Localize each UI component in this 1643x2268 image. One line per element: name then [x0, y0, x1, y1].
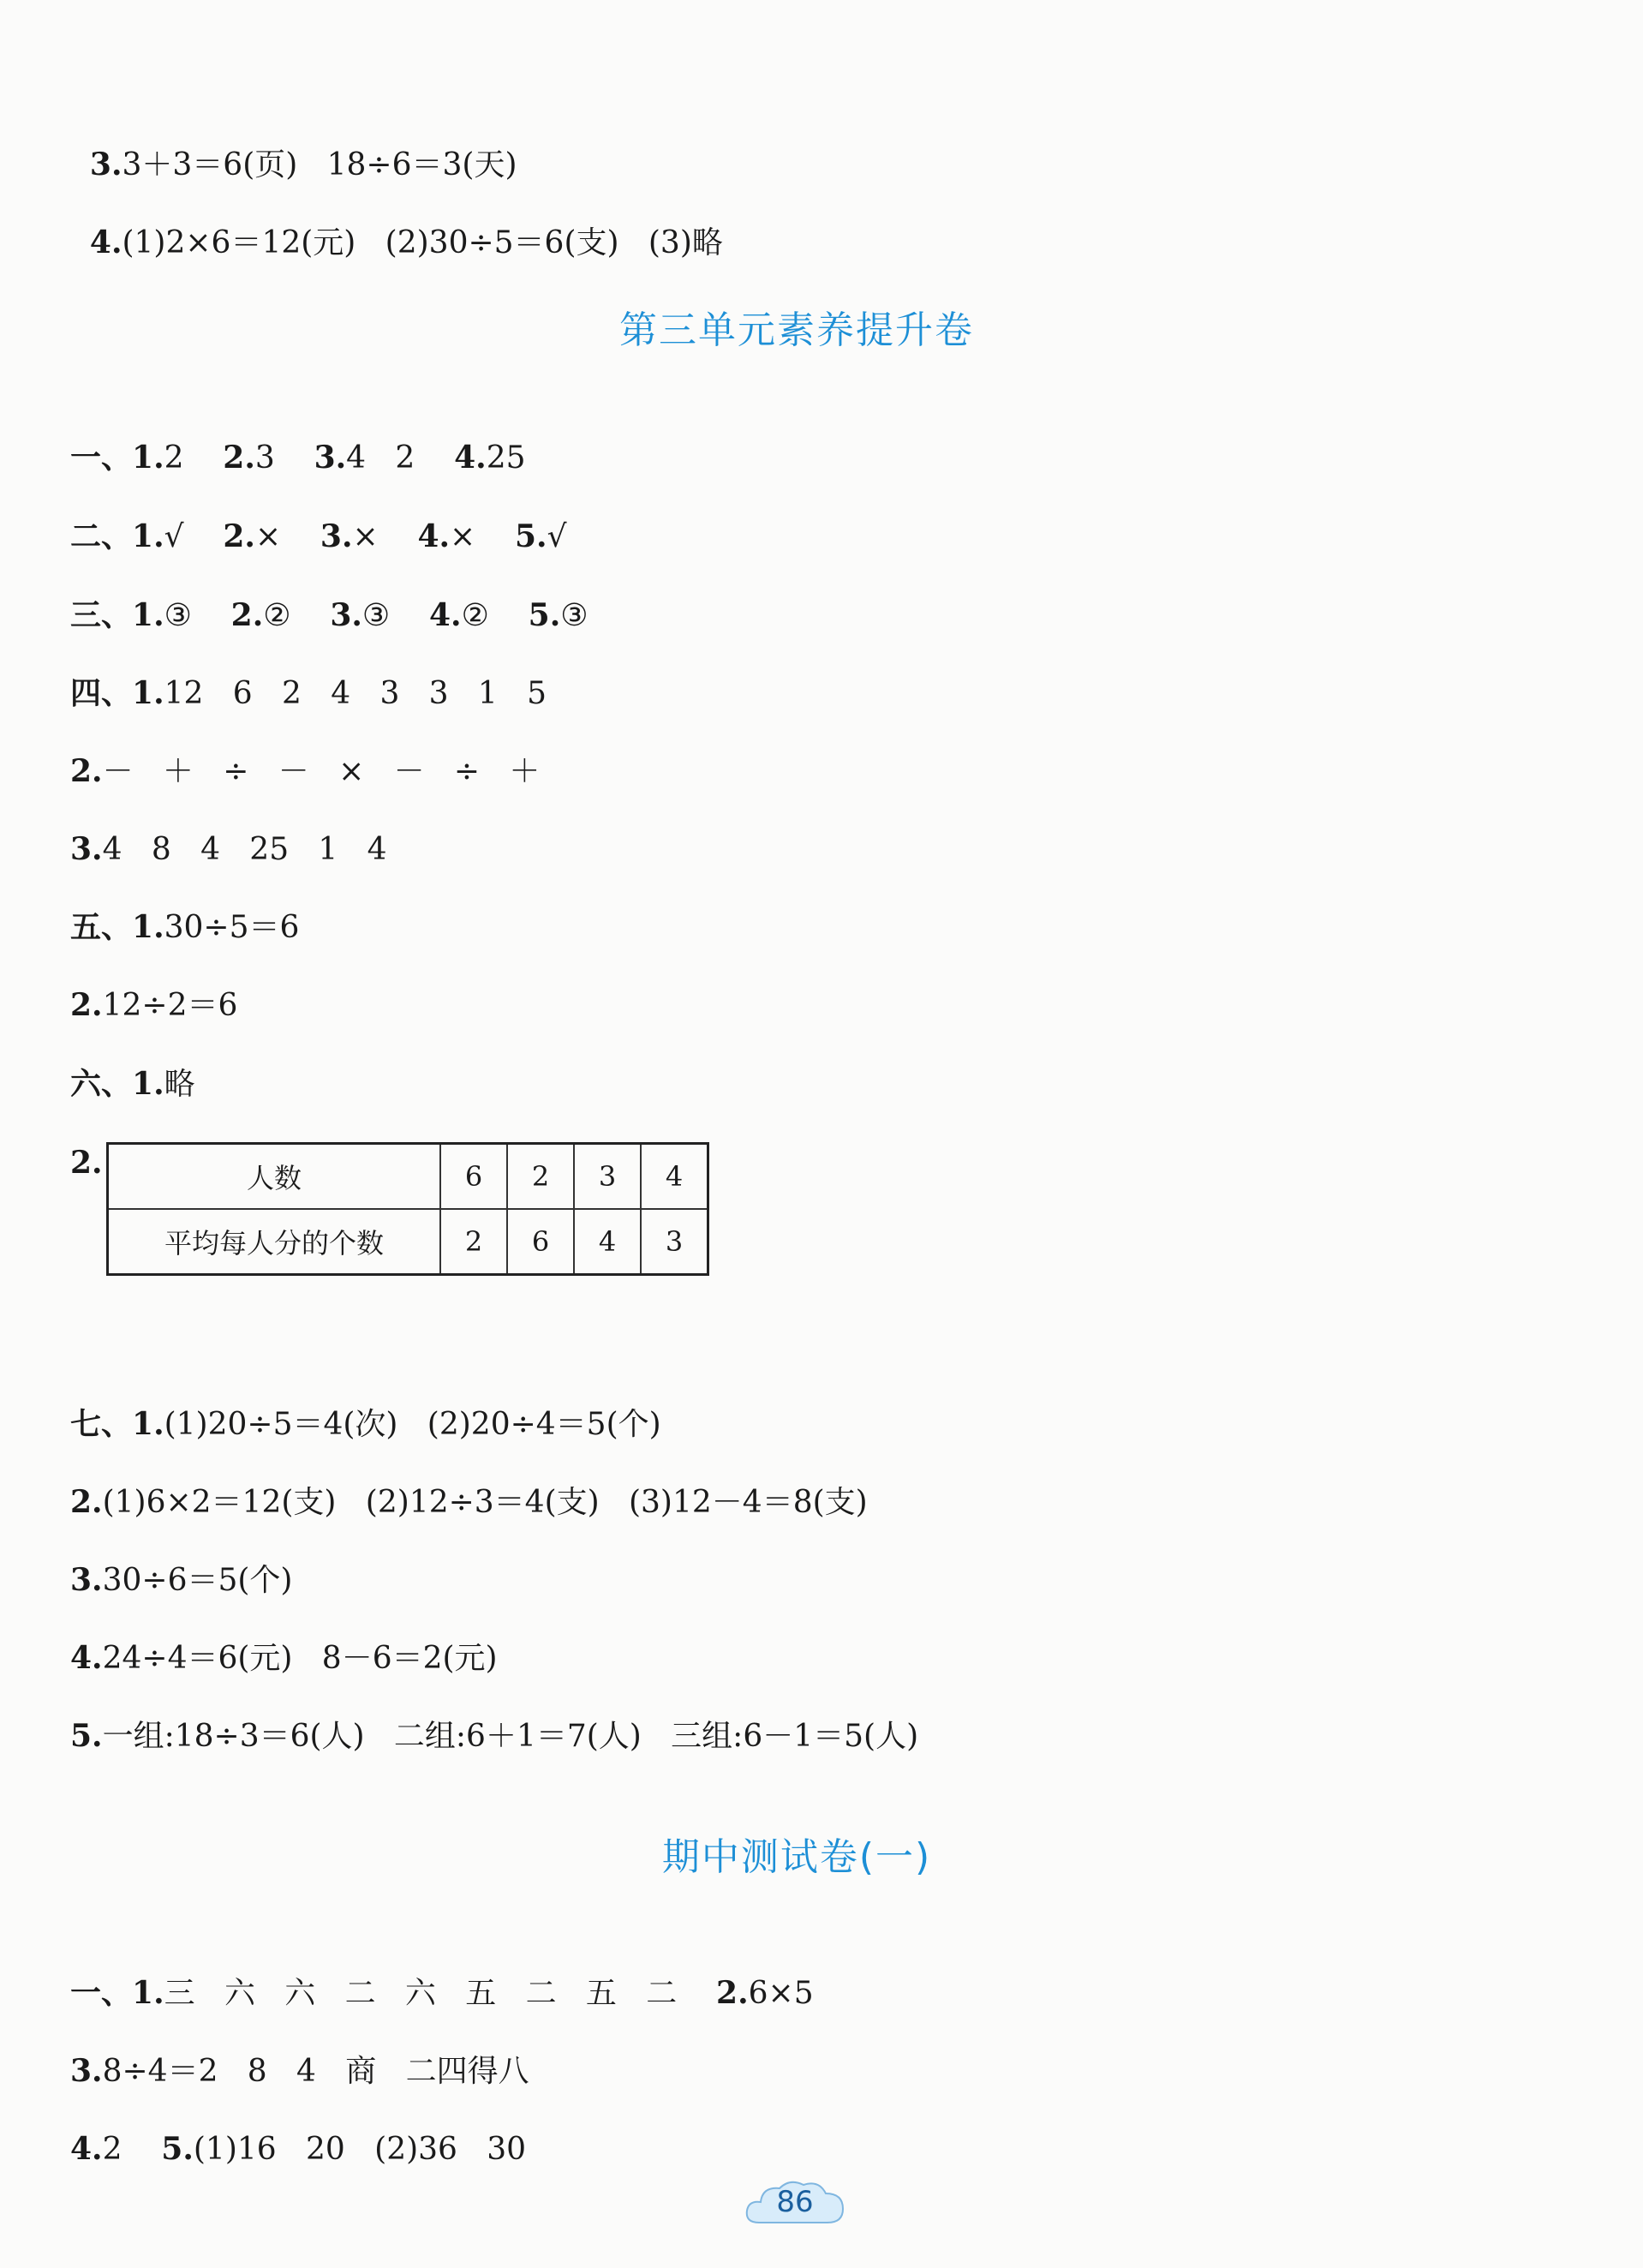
answer-text: ② [263, 598, 291, 633]
question-number: 1. [132, 675, 164, 711]
question-number: 3. [314, 440, 347, 476]
question-number: 1. [132, 440, 164, 476]
table-question-label: 2. [70, 1145, 103, 1181]
answer-line-top-4: 4.(1)2×6＝12(元) (2)30÷5＝6(支) (3)略 [89, 224, 723, 260]
answer-line [70, 596, 588, 635]
answer-line [70, 1639, 498, 1678]
answer-line [70, 752, 540, 791]
page-number: 86 [776, 2185, 814, 2219]
question-number: 1. [132, 1066, 164, 1102]
answer-text: 12 6 2 4 3 3 1 5 [164, 676, 547, 711]
answer-text: ② [461, 598, 489, 633]
answer-text: × [352, 519, 379, 554]
section-title-midterm: 期中测试卷(一) [661, 1835, 932, 1879]
answer-line [70, 2052, 529, 2091]
answer-line [70, 830, 387, 869]
answer-text: 8÷4＝2 8 4 商 二四得八 [102, 2054, 529, 2089]
answer-line-top-3: 3.3＋3＝6(页) 18÷6＝3(天) [89, 147, 517, 183]
answer-text: ③ [560, 598, 588, 633]
answer-text: 2 [102, 2132, 122, 2167]
answer-text: ③ [164, 598, 192, 633]
answer-text: 4 2 [346, 440, 415, 476]
table-cell: 6 [507, 1209, 574, 1275]
answer-text: × [450, 519, 476, 554]
section-number: 三、 [70, 597, 133, 633]
answer-line [70, 2130, 526, 2169]
answer-line [70, 439, 526, 477]
section-number: 六、 [70, 1066, 133, 1102]
question-number: 2. [230, 597, 264, 633]
table-cell: 6 [440, 1144, 507, 1210]
answer-text: (1)20÷5＝4(次) (2)20÷4＝5(个) [164, 1407, 661, 1442]
question-number: 2. [716, 1975, 749, 2011]
question-number: 1. [132, 518, 164, 554]
answer-text: 25 [486, 440, 526, 476]
question-number: 4. [454, 440, 487, 476]
table-cell: 4 [574, 1209, 641, 1275]
answer-text: √ [547, 519, 567, 554]
table-cell: 2 [507, 1144, 574, 1210]
section-title-unit3: 第三单元素养提升卷 [619, 308, 974, 352]
table-row [108, 1209, 708, 1275]
question-number: 4. [70, 2131, 103, 2167]
answer-text: 一组:18÷3＝6(人) 二组:6＋1＝7(人) 三组:6－1＝5(人) [102, 1719, 919, 1754]
answer-text: 24÷4＝6(元) 8－6＝2(元) [102, 1641, 498, 1676]
answer-text: (1)16 20 (2)36 30 [193, 2132, 527, 2167]
answer-text: 30÷5＝6 [164, 910, 300, 945]
answer-line [70, 518, 567, 556]
answer-text: 6×5 [748, 1976, 814, 2011]
question-number: 4. [70, 1640, 103, 1676]
question-number: 3. [70, 831, 103, 867]
question-number: 2. [70, 753, 103, 789]
question-number: 5. [528, 597, 561, 633]
table-row-header: 平均每人分的个数 [108, 1209, 441, 1275]
question-number: 1. [132, 1406, 164, 1442]
answer-table [106, 1142, 709, 1276]
answer-line [70, 1065, 195, 1104]
question-number: 4. [428, 597, 462, 633]
answer-text: 4 8 4 25 1 4 [102, 832, 387, 867]
answer-line [70, 1974, 814, 2013]
answer-line [70, 1561, 292, 1600]
answer-line [70, 674, 547, 713]
page-number-badge [742, 2176, 848, 2231]
answer-text: 3 [254, 440, 275, 476]
question-number: 5. [161, 2131, 194, 2167]
question-number: 5. [514, 518, 547, 554]
table-cell: 3 [574, 1144, 641, 1210]
answer-text: 12÷2＝6 [102, 988, 238, 1023]
question-number: 4. [417, 518, 451, 554]
section-number: 一、 [70, 440, 133, 476]
section-number: 二、 [70, 518, 133, 554]
section-number: 四、 [70, 675, 133, 711]
question-number: 3. [320, 518, 353, 554]
question-number: 3. [70, 1562, 103, 1598]
answer-text: ③ [361, 598, 391, 633]
table-row-header: 人数 [108, 1144, 441, 1210]
table-row [108, 1144, 708, 1210]
answer-text: 2 [164, 440, 184, 476]
answer-line [70, 908, 299, 947]
answer-text: × [254, 519, 282, 554]
answer-text: 30÷6＝5(个) [102, 1563, 293, 1598]
question-number: 1. [132, 1975, 164, 2011]
question-number: 2. [70, 1484, 103, 1520]
table-cell: 3 [641, 1209, 708, 1275]
answer-text: (1)6×2＝12(支) (2)12÷3＝4(支) (3)12－4＝8(支) [102, 1485, 868, 1520]
table-cell: 4 [641, 1144, 708, 1210]
question-number: 1. [132, 909, 164, 945]
question-number: 2. [223, 440, 255, 476]
answer-line [70, 1405, 661, 1444]
answer-text: 三 六 六 二 六 五 二 五 二 [164, 1976, 678, 2011]
table-cell: 2 [440, 1209, 507, 1275]
answer-text: √ [164, 519, 184, 554]
answer-line [70, 1483, 868, 1522]
question-number: 3. [330, 597, 362, 633]
answer-line [70, 1717, 918, 1756]
question-number: 2. [70, 987, 103, 1023]
question-number: 2. [223, 518, 255, 554]
question-number: 3. [70, 2053, 103, 2089]
section-number: 五、 [70, 909, 133, 945]
section-number: 一、 [70, 1975, 133, 2011]
answer-text: － ＋ ÷ － × － ÷ ＋ [102, 754, 541, 789]
answer-line [70, 986, 237, 1025]
question-number: 5. [70, 1718, 103, 1754]
question-number: 1. [132, 597, 164, 633]
section-number: 七、 [70, 1406, 133, 1442]
answer-text: 略 [164, 1067, 195, 1102]
